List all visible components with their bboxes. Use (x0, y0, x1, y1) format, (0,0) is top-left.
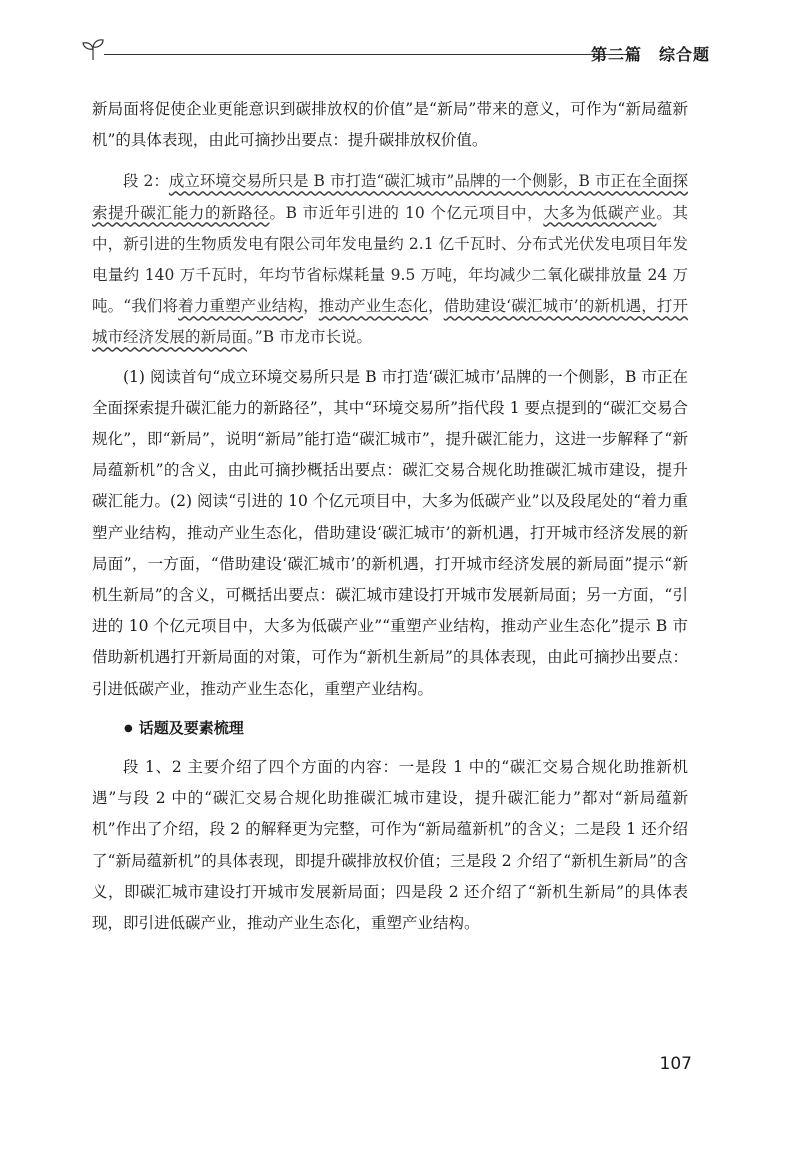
passage-label: 段 2： (123, 172, 169, 191)
bullet-icon: ● (124, 722, 133, 734)
passage-text-3: ， (303, 297, 319, 316)
header-rule (104, 54, 634, 55)
section-heading (92, 713, 688, 744)
summary-paragraph: 段 1、2 主要介绍了四个方面的内容：一是段 1 中的“碳汇交易合规化助推新机遇”与段 2 中的“碳汇交易合规化助推碳汇城市建设，提升碳汇能力”都对“新局蕴新机”作出了介绍，段 2 的解释更为完整，可作为“新局蕴新机”的含义；二是段 1 还介绍了“新局蕴新机”的具体表现，即提升碳排放权价值；三是段 2 介绍了“新机生新局”的含义，即碳汇城市建设打开城市发展新局面；四是段 2 还介绍了“新机生新局”的具体表现，即引进低碳产业，推动产业生态化，重塑产业结构。 (92, 758, 688, 933)
section-title: 第二篇 综合题 (590, 45, 710, 64)
passage-text-2: 。其中，新引进的生物质发电有限公司年发电量约 2.1 亿千瓦时、分布式光伏发电项目年发电量约 140 万千瓦时，年均节省标煤耗量 9.5 万吨，年均减少二氧化碳排放量 24 万吨。“我们将 (92, 203, 688, 316)
passage-underline-3: 着力重塑产业结构 (178, 297, 304, 316)
passage-underline-5: 借助建设‘碳汇城市’的新机遇，打开城市经济发展的新局面 (92, 297, 688, 347)
quoted-passage (92, 166, 688, 353)
passage-text-4: ， (428, 297, 444, 316)
heading-text: 话题及要素梳理 (138, 718, 244, 737)
passage-text-5: 。”B 市龙市长说。 (247, 328, 373, 347)
page-body (92, 94, 688, 939)
passage-underline-1: 成立环境交易所只是 B 市打造“碳汇城市”品牌的一个侧影，B 市正在全面探索提升碳汇能力的新路径 (92, 172, 688, 222)
analysis-paragraph: (1) 阅读首句“成立环境交易所只是 B 市打造‘碳汇城市’品牌的一个侧影，B 市正在全面探索提升碳汇能力的新路径”，其中“环境交易所”指代段 1 要点提到的“碳汇交易合规化”，即“新局”，说明“新局”能打造“碳汇城市”，提升碳汇能力，这进一步解释了“新局蕴新机”的含义，由此可摘抄概括出要点：碳汇交易合规化助推碳汇城市建设，提升碳汇能力。(2) 阅读“引进的 10 个亿元项目中，大多为低碳产业”以及段尾处的“着力重塑产业结构，推动产业生态化，借助建设‘碳汇城市’的新机遇，打开城市经济发展的新局面”，一方面，“借助建设‘碳汇城市’的新机遇，打开城市经济发展的新局面”提示“新机生新局”的含义，可概括出要点：碳汇城市建设打开城市发展新局面；另一方面，“引进的 10 个亿元项目中，大多为低碳产业”“重塑产业结构，推动产业生态化”提示 B 市借助新机遇打开新局面的对策，可作为“新机生新局”的具体表现，由此可摘抄出要点：引进低碳产业，推动产业生态化，重塑产业结构。 (92, 367, 688, 698)
paragraph-continuation: 新局面将促使企业更能意识到碳排放权的价值”是“新局”带来的意义，可作为“新局蕴新机”的具体表现，由此可摘抄出要点：提升碳排放权价值。 (92, 100, 688, 150)
passage-text-1: 。B 市近年引进的 10 个亿元项目中， (269, 203, 544, 222)
passage-underline-2: 大多为低碳产业 (543, 203, 657, 222)
page-header (80, 36, 710, 70)
page-number: 107 (659, 1054, 692, 1074)
passage-underline-4: 推动产业生态化 (318, 297, 429, 316)
sprout-icon (80, 36, 106, 62)
